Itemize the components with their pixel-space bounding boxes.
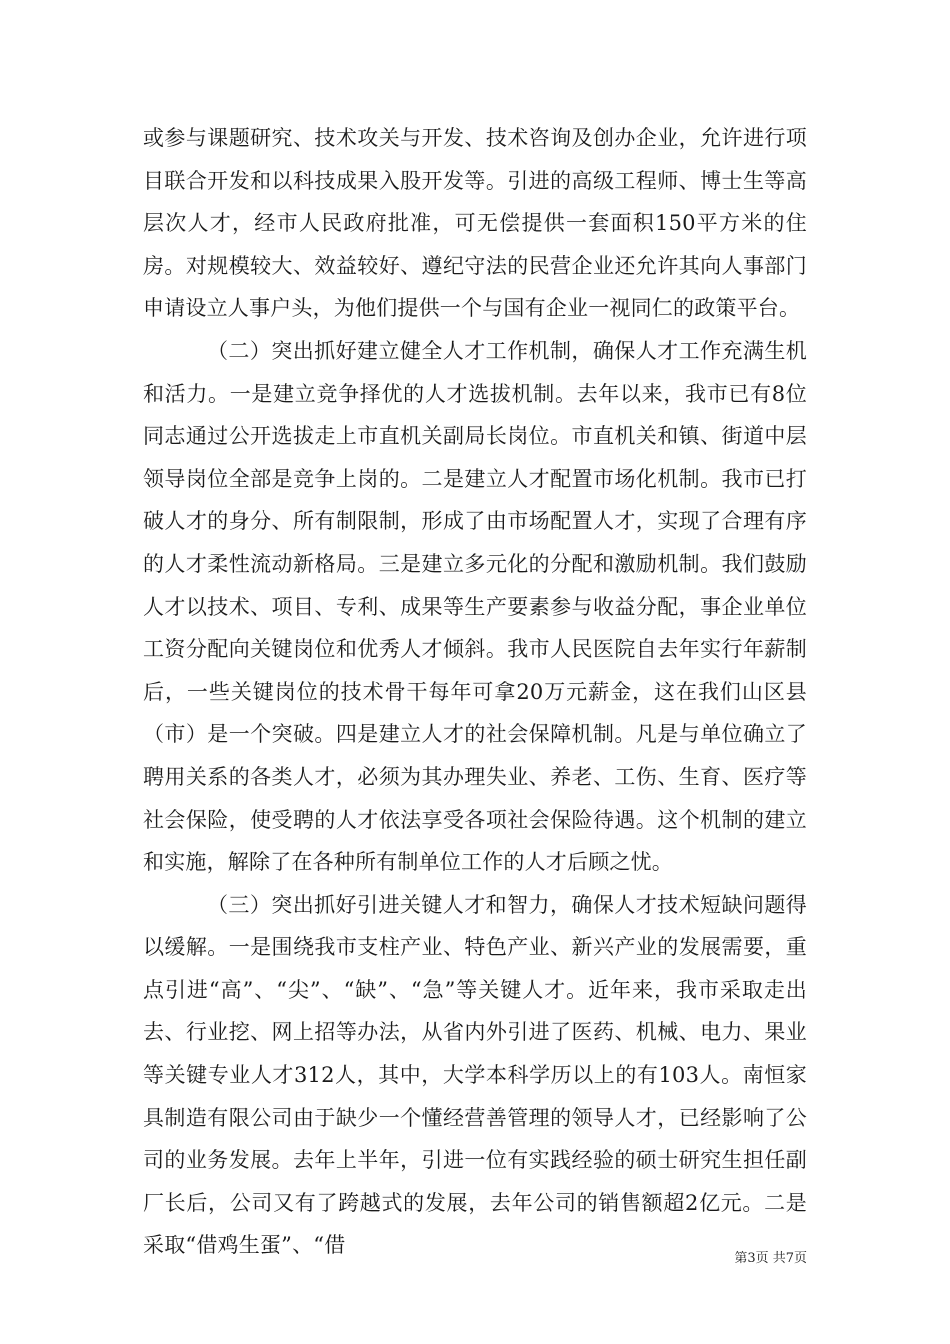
body-text [143, 117, 807, 1267]
page-number-footer: 第3页 共7页 [734, 1251, 807, 1266]
paragraph-3: （三）突出抓好引进关键人才和智力，确保人才技术短缺问题得以缓解。一是围绕我市支柱产业、特色产业、新兴产业的发展需要，重点引进“高”、“尖”、“缺”、“急”等关键人才。近年来，我市采取走出去、行业挖、网上招等办法，从省内外引进了医药、机械、电力、果业等关键专业人才312人，其中，大学本科学历以上的有103人。南恒家具制造有限公司由于缺少一个懂经营善管理的领导人才，已经影响了公司的业务发展。去年上半年，引进一位有实践经验的硕士研究生担任副厂长后，公司又有了跨越式的发展，去年公司的销售额超2亿元。二是采取“借鸡生蛋”、“借 [143, 892, 807, 1258]
paragraph-1: 或参与课题研究、技术攻关与开发、技术咨询及创办企业，允许进行项目联合开发和以科技成果入股开发等。引进的高级工程师、博士生等高层次人才，经市人民政府批准，可无偿提供一套面积150平方米的住房。对规模较大、效益较好、遵纪守法的民营企业还允许其向人事部门申请设立人事户头，为他们提供一个与国有企业一视同仁的政策平台。 [143, 126, 807, 321]
paragraph-2: （二）突出抓好建立健全人才工作机制，确保人才工作充满生机和活力。一是建立竞争择优的人才选拔机制。去年以来，我市已有8位同志通过公开选拔走上市直机关副局长岗位。市直机关和镇、街道中层领导岗位全部是竞争上岗的。二是建立人才配置市场化机制。我市已打破人才的身分、所有制限制，形成了由市场配置人才，实现了合理有序的人才柔性流动新格局。三是建立多元化的分配和激励机制。我们鼓励人才以技术、项目、专利、成果等生产要素参与收益分配，事企业单位工资分配向关键岗位和优秀人才倾斜。我市人民医院自去年实行年薪制后，一些关键岗位的技术骨干每年可拿20万元薪金，这在我们山区县（市）是一个突破。四是建立人才的社会保障机制。凡是与单位确立了聘用关系的各类人才，必须为其办理失业、养老、工伤、生育、医疗等社会保险，使受聘的人才依法享受各项社会保险待遇。这个机制的建立和实施，解除了在各种所有制单位工作的人才后顾之忧。 [143, 338, 807, 875]
